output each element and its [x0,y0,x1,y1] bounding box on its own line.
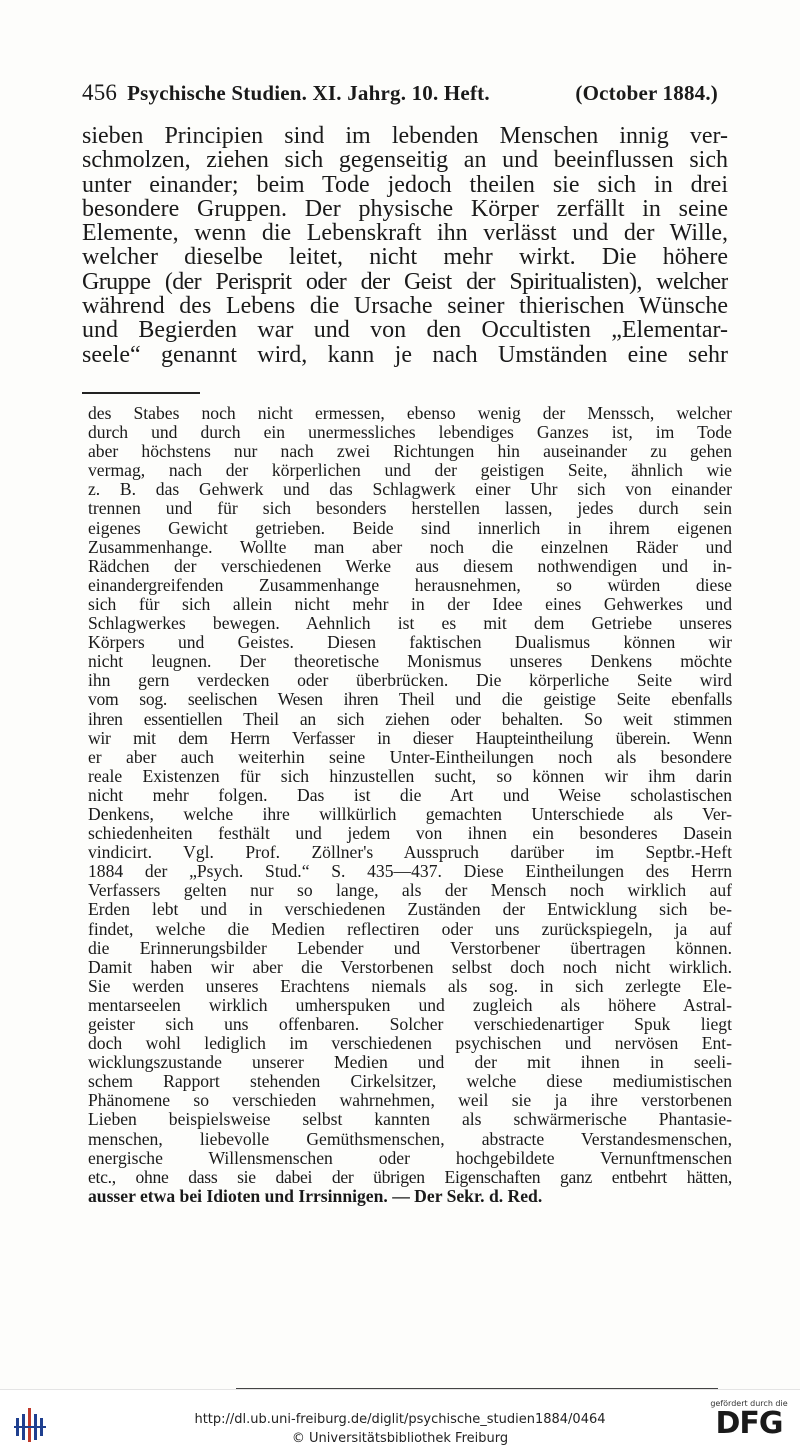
footnote-line: ihren essentiellen Theil an sich ziehen oder behalten. So weit stimmen [88,709,732,729]
footnote-line: nicht mehr folgen. Das ist die Art und Weise scholastischen [88,785,732,805]
funder-logo[interactable] [706,1399,792,1447]
footnote-line: des Stabes noch nicht ermessen, ebenso wenig der Menssch, welcher [88,404,732,423]
body-line: welcher dieselbe leitet, nicht mehr wirkt. Die höhere [82,245,728,270]
body-line: und Begierden war und von den Occultisten „Elementar- [82,318,728,343]
footnote-line: Damit haben wir aber die Verstorbenen selbst doch noch nicht wirklich. [88,957,732,977]
footnote-line: etc., ohne dass sie dabei der übrigen Eigenschaften ganz entbehrt hätten, [88,1167,732,1187]
footnote-line: trennen und für sich besonders herstellen lassen, jedes durch sein [88,499,732,519]
footnote-line: schiedenheiten festhält und jedem von ihnen ein besonderes Dasein [88,824,732,844]
body-line: unter einander; beim Tode jedoch theilen sie sich in drei [82,172,728,197]
page-number: 456 [82,80,118,105]
dfg-logo-icon: DFG [715,1406,783,1441]
footnote-line: ihn gern verdecken oder überbrücken. Die körperliche Seite wird [88,671,732,691]
body-line: Elemente, wenn die Lebenskraft ihn verlässt und der Wille, [82,221,728,246]
body-line: sieben Principien sind im lebenden Menschen innig ver- [82,124,728,149]
footnote-line: Rädchen der verschiedenen Werke aus diesem nothwendigen und in- [88,556,732,576]
footnote-line: mentarseelen wirklich umherspuken und zugleich als höhere Astral- [88,995,732,1015]
footnote-line: Schlagwerkes bewegen. Aehnlich ist es mit dem Getriebe unseres [88,614,732,634]
footnote-line: wicklungszustande unserer Medien und der mit ihnen in seeli- [88,1053,732,1073]
footnote-line: Lieben beispielsweise selbst kannten als schwärmerische Phantasie- [88,1110,732,1130]
footnote-line: Erden lebt und in verschiedenen Zuständen der Entwicklung sich be- [88,900,732,920]
permalink[interactable]: http://dl.ub.uni-freiburg.de/diglit/psychische_studien1884/0464 [194,1412,606,1427]
copyright-notice: © Universitätsbibliothek Freiburg [291,1431,509,1446]
footnote-line: schem Rapport stehenden Cirkelsitzer, welche diese mediumistischen [88,1072,732,1092]
footnote-line: doch wohl lediglich im verschiedenen psychischen und nervösen Ent- [88,1034,732,1054]
footnote-line: die Erinnerungsbilder Lebender und Verstorbener übertragen können. [88,938,732,958]
footnote-line: vermag, nach der körperlichen und der geistigen Seite, ähnlich wie [88,461,732,481]
footnote-line: energische Willensmenschen oder hochgebildete Vernunftmenschen [88,1148,732,1168]
footnote-line: Sie werden unseres Erachtens niemals als sog. in sich zerlegte Ele- [88,976,732,996]
footnote-line: Körpers und Geistes. Diesen faktischen Dualismus können wir [88,633,732,653]
issue-date: (October 1884.) [575,81,718,105]
footnote-line: aber höchstens nur nach zwei Richtungen hin auseinander zu gehen [88,442,732,462]
footnote-line: wir mit dem Herrn Verfasser in dieser Haupteintheilung überein. Wenn [88,728,732,748]
footnote-line: reale Existenzen für sich hinzustellen sucht, so können wir ihm darin [88,766,732,786]
body-line: schmolzen, ziehen sich gegenseitig an und beeinflussen sich [82,148,728,173]
body-line: während des Lebens die Ursache seiner thierischen Wünsche [82,294,728,319]
footnote-line: sich für sich allein nicht mehr in der Idee eines Gehwerkes und [88,594,732,614]
footnote-line: einandergreifenden Zusammenhange herausnehmen, so würden diese [88,575,732,595]
footnote-line: Verfassers gelten nur so lange, als der Mensch noch wirklich auf [88,881,732,901]
footnote-line: vindicirt. Vgl. Prof. Zöllner's Ausspruch darüber im Septbr.-Heft [88,843,732,863]
footnote-line: 1884 der „Psych. Stud.“ S. 435—437. Diese Eintheilungen des Herrn [88,862,732,882]
footnote-line: z. B. das Gehwerk und das Schlagwerk einer Uhr sich von einander [88,480,732,500]
footnote-line: vom sog. seelischen Wesen ihren Theil und die geistige Seite ebenfalls [88,690,732,710]
body-line: besondere Gruppen. Der physische Körper zerfällt in seine [82,196,728,222]
footnote-line: findet, welche die Medien reflectiren oder uns zurückspiegeln, ja auf [88,919,732,939]
footnote-line: menschen, liebevolle Gemüthsmenschen, abstracte Verstandesmenschen, [88,1129,732,1149]
footnote-line: Phänomene so verschieden wahrnehmen, weil sie ja ihre verstorbenen [88,1091,732,1111]
body-line: Gruppe (der Perisprit oder der Geist der Spiritualisten), welcher [82,269,728,295]
footnote-line: er aber auch weiterhin seine Unter-Eintheilungen noch als besondere [88,747,732,767]
footnote-line: durch und durch ein unermessliches lebendiges Ganzes ist, im Tode [88,423,732,443]
main-text [82,124,728,367]
funder-note: gefördert durch die [710,1399,788,1408]
footnote-line: geister sich uns offenbaren. Solcher verschiedenartiger Spuk liegt [88,1015,732,1034]
footnote-divider [82,392,200,394]
running-header [82,80,718,106]
journal-title: Psychische Studien. XI. Jahrg. 10. Heft. [127,81,490,105]
footnote-line: nicht leugnen. Der theoretische Monismus unseres Denkens möchte [88,652,732,672]
footnote-line: eigenes Gewicht getrieben. Beide sind innerlich in ihrem eigenen [88,518,732,538]
footnote-line: Denkens, welche ihre willkürlich gemachten Unterschiede als Ver- [88,804,732,824]
body-line: seele“ genannt wird, kann je nach Umständen eine sehr [82,342,728,367]
footnote-line: ausser etwa bei Idioten und Irrsinnigen. — Der Sekr. d. Red. [88,1186,543,1206]
footnote [88,404,732,1206]
footnote-line: Zusammenhange. Wollte man aber noch die einzelnen Räder und [88,537,732,557]
